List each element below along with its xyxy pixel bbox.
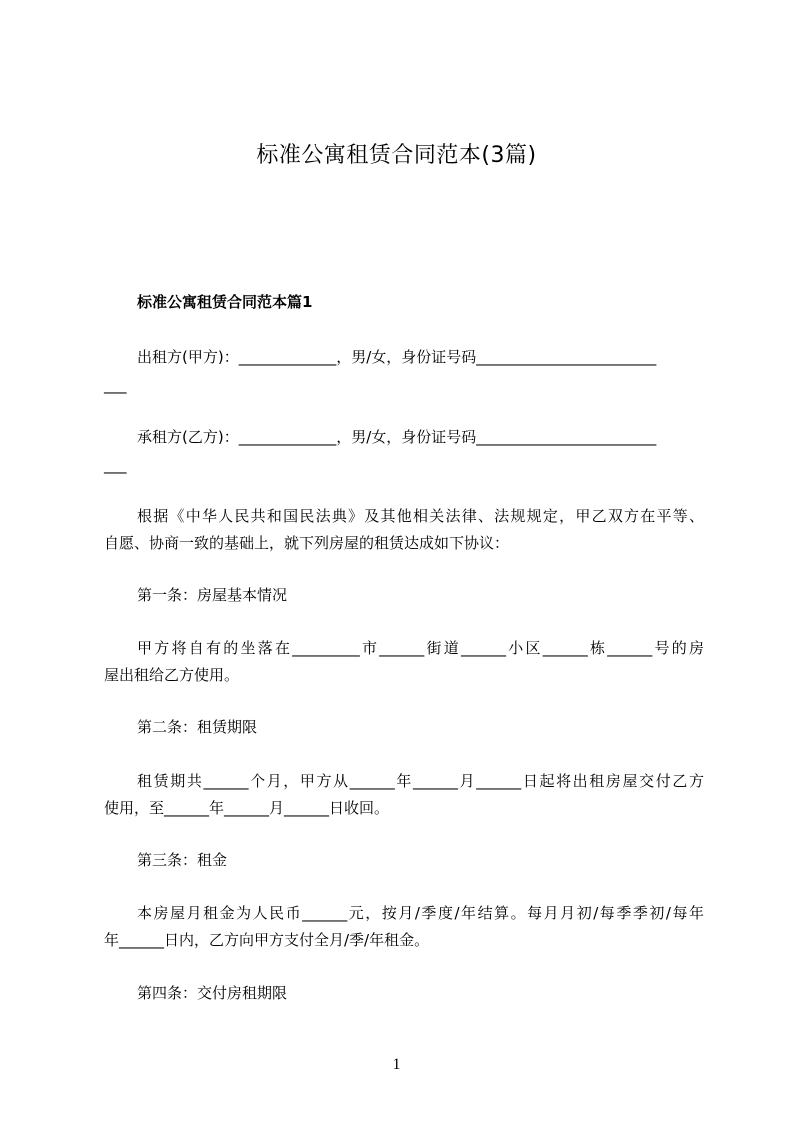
- lessor-line-continuation: ___: [104, 376, 127, 394]
- article-4-title: 第四条：交付房租期限: [137, 984, 288, 1002]
- article-3-line-1: 本房屋月租金为人民币______元，按月/季度/年结算。每月月初/每季季初/每年: [137, 904, 704, 922]
- article-2-line-2: 使用，至______年______月______日收回。: [104, 799, 390, 817]
- article-3-line-2: 年______日内，乙方向甲方支付全月/季/年租金。: [104, 931, 430, 949]
- lessee-line-continuation: ___: [104, 456, 127, 474]
- section-heading: 标准公寓租赁合同范本篇1: [137, 293, 313, 311]
- page-number: 1: [392, 1056, 401, 1073]
- lessee-line: 承租方(乙方)：_____________，男/女，身份证号码________________________: [137, 428, 657, 446]
- document-title: 标准公寓租赁合同范本(3篇): [256, 143, 537, 168]
- lessor-line: 出租方(甲方)：_____________，男/女，身份证号码________________________: [137, 348, 657, 366]
- preamble-paragraph-line-2: 自愿、协商一致的基础上，就下列房屋的租赁达成如下协议：: [104, 534, 510, 552]
- preamble-paragraph-line-1: 根据《中华人民共和国民法典》及其他相关法律、法规规定，甲乙双方在平等、: [137, 507, 704, 525]
- article-1-title: 第一条：房屋基本情况: [137, 586, 288, 604]
- article-1-line-1: 甲方将自有的坐落在_________市______街道______小区______栋______号的房: [137, 639, 704, 657]
- article-3-title: 第三条：租金: [137, 851, 228, 869]
- article-2-line-1: 租赁期共______个月，甲方从______年______月______日起将出租房屋交付乙方: [137, 772, 704, 790]
- article-1-line-2: 屋出租给乙方使用。: [104, 666, 240, 684]
- article-2-title: 第二条：租赁期限: [137, 718, 258, 736]
